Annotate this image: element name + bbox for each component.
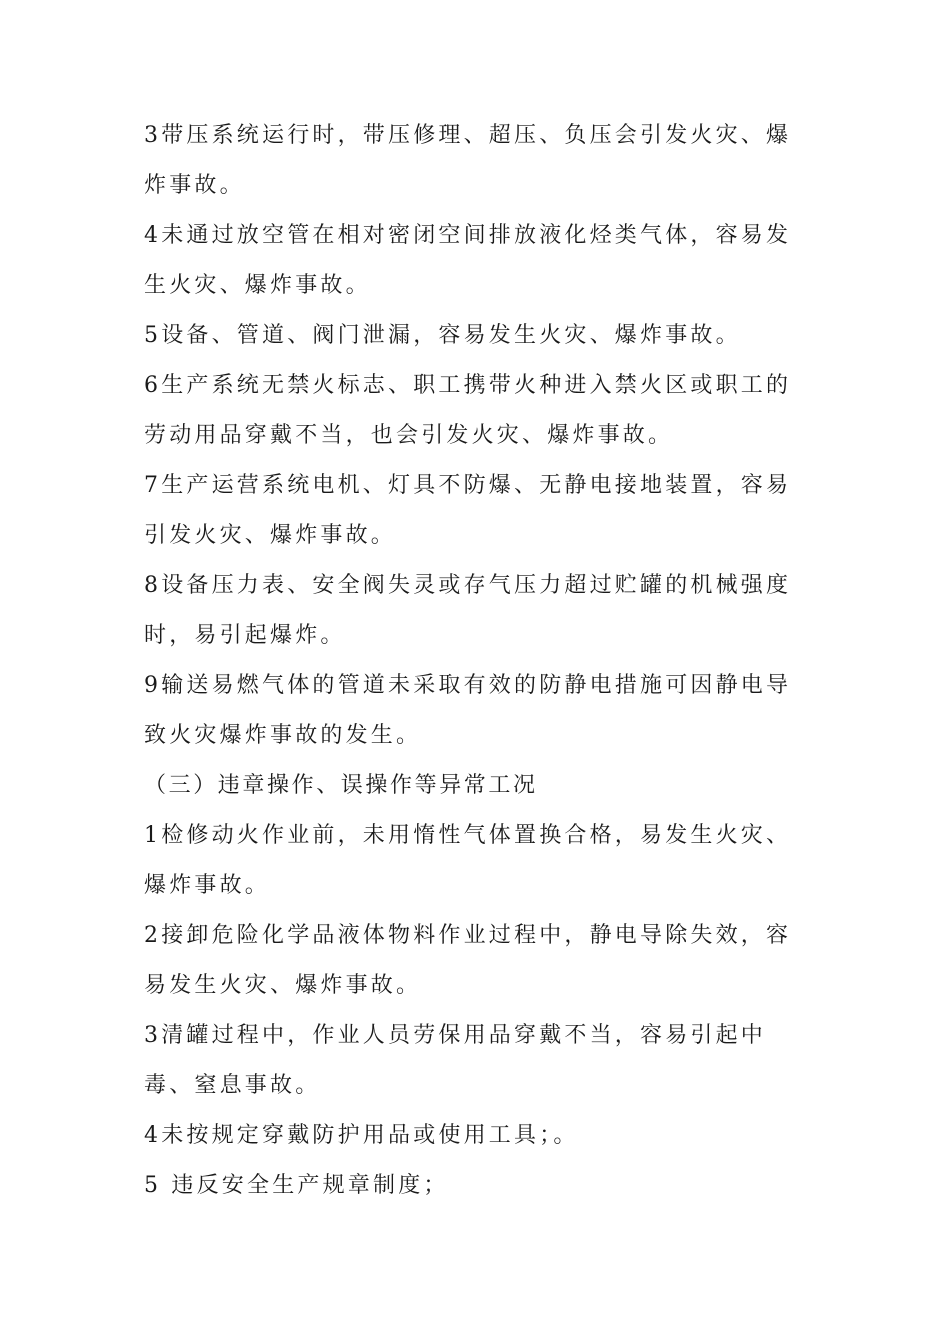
paragraph-item-3-tank-cleaning: 3清罐过程中，作业人员劳保用品穿戴不当，容易引起中毒、窒息事故。 xyxy=(144,1023,766,1098)
paragraph-item-7-explosion-proof: 7生产运营系统电机、灯具不防爆、无静电接地装置，容易引发火灾、爆炸事故。 xyxy=(144,473,792,548)
paragraph-item-4-vent-pipe: 4未通过放空管在相对密闭空间排放液化烃类气体，容易发生火灾、爆炸事故。 xyxy=(144,223,792,298)
paragraph-item-2-unloading: 2接卸危险化学品液体物料作业过程中，静电导除失效，容易发生火灾、爆炸事故。 xyxy=(144,923,792,998)
paragraph-item-4-protective-gear: 4未按规定穿戴防护用品或使用工具；。 xyxy=(144,1123,579,1148)
paragraph-item-1-hot-work: 1检修动火作业前，未用惰性气体置换合格，易发生火灾、爆炸事故。 xyxy=(144,823,792,898)
paragraph-item-6-fire-ban: 6生产系统无禁火标志、职工携带火种进入禁火区或职工的劳动用品穿戴不当，也会引发火灾、爆炸事故。 xyxy=(144,373,792,448)
paragraph-item-5-leakage: 5设备、管道、阀门泄漏，容易发生火灾、爆炸事故。 xyxy=(144,323,741,348)
paragraph-item-3-pressure-system: 3带压系统运行时，带压修理、超压、负压会引发火灾、爆炸事故。 xyxy=(144,123,792,198)
document-body xyxy=(144,111,808,1211)
paragraph-item-5-rule-violation: 5 违反安全生产规章制度； xyxy=(144,1173,449,1198)
section-heading-violations: （三）违章操作、误操作等异常工况 xyxy=(144,773,538,798)
paragraph-item-9-static: 9输送易燃气体的管道未采取有效的防静电措施可因静电导致火灾爆炸事故的发生。 xyxy=(144,673,792,748)
paragraph-item-8-pressure-gauge: 8设备压力表、安全阀失灵或存气压力超过贮罐的机械强度时，易引起爆炸。 xyxy=(144,573,792,648)
